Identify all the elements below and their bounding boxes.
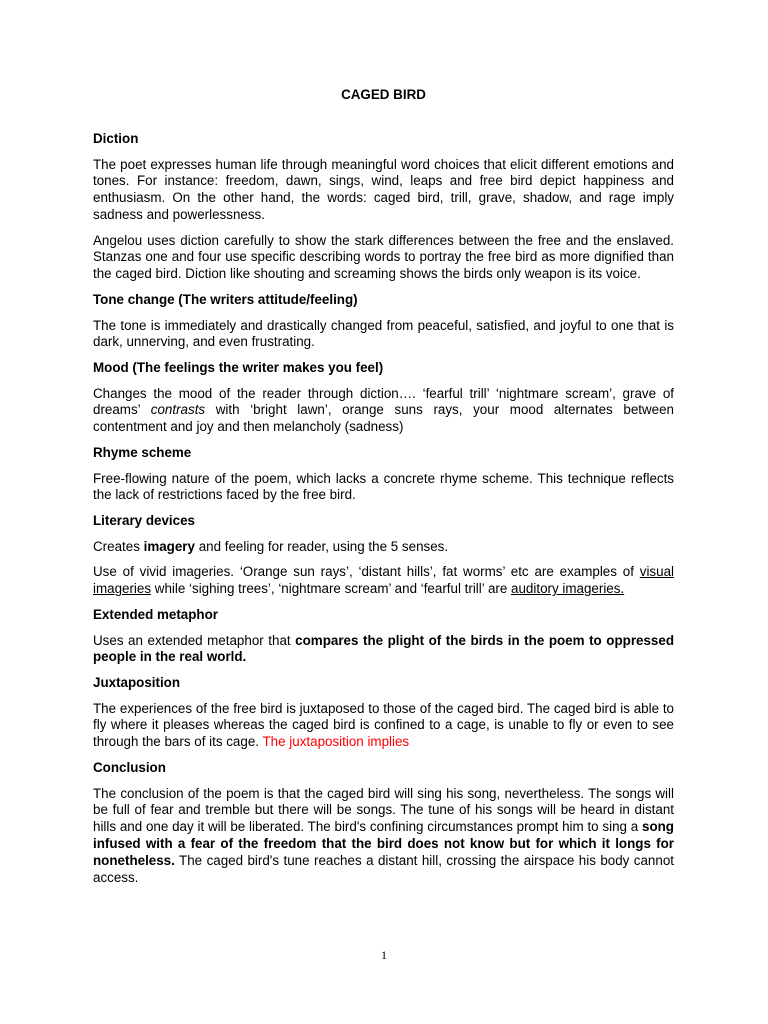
juxtaposition-paragraph xyxy=(93,701,674,751)
literary-paragraph-2 xyxy=(93,564,674,598)
diction-paragraph-1: The poet expresses human life through meaningful word choices that elicit different emotions and tones. For instance: freedom, dawn, sings, wind, leaps and free bird depict happiness and enthusiasm. On the other hand, the words: caged bird, trill, grave, shadow, and rage imply sadness and powerlessness. xyxy=(93,156,674,222)
metaphor-text-a: Uses an extended metaphor that xyxy=(93,632,296,648)
document-title: CAGED BIRD xyxy=(341,87,426,102)
juxtaposition-text-red: The juxtaposition implies xyxy=(262,734,410,750)
literary2-text-c: while ‘sighing trees’, ‘nightmare scream’ and ‘fearful trill’ are xyxy=(151,581,512,597)
literary-text-c: and feeling for reader, using the 5 senses. xyxy=(194,538,449,554)
metaphor-paragraph xyxy=(93,633,674,667)
heading-rhyme-scheme: Rhyme scheme xyxy=(93,445,192,461)
literary-text-a: Creates xyxy=(93,538,144,554)
heading-tone-change: Tone change (The writers attitude/feeling) xyxy=(93,292,358,308)
conclusion-text-a: The conclusion of the poem is that the caged bird will sing his song, nevertheless. The songs will be full of fear and tremble but there will be songs. The tune of his songs will be heard in distant hills and one day it will be liberated. The bird's confining circumstances prompt him to sing a xyxy=(93,785,674,835)
literary2-underlined-visual: visual imageries xyxy=(93,564,674,597)
heading-mood: Mood (The feelings the writer makes you feel) xyxy=(93,360,384,376)
juxtaposition-text-a: The experiences of the free bird is juxtaposed to those of the caged bird. The caged bird is able to fly where it pleases whereas the caged bird is confined to a cage, is unable to fly or even to see through the bars of its cage. xyxy=(93,700,674,750)
tone-paragraph: The tone is immediately and drastically changed from peaceful, satisfied, and joyful to one that is dark, unnerving, and even frustrating. xyxy=(93,317,674,350)
mood-text-c: with ‘bright lawn’, orange suns rays, your mood alternates between contentment and joy and then melancholy (sadness) xyxy=(93,402,674,435)
mood-paragraph xyxy=(93,386,674,436)
heading-diction: Diction xyxy=(93,131,139,146)
mood-text-a: Changes the mood of the reader through diction…. ‘fearful trill’ ‘nightmare scream’, grave of dreams’ xyxy=(93,385,674,418)
diction-paragraph-2: Angelou uses diction carefully to show the stark differences between the free and the enslaved. Stanzas one and four use specific describing words to portray the free bird as more dignified than the caged bird. Diction like shouting and screaming shows the birds only weapon is its voice. xyxy=(93,232,674,282)
conclusion-text-bold: song infused with a fear of the freedom that the bird does not know but for which it longs for nonetheless. xyxy=(93,819,674,868)
heading-conclusion: Conclusion xyxy=(93,760,166,776)
literary-paragraph-1 xyxy=(93,539,674,556)
literary-text-bold: imagery xyxy=(143,538,195,554)
heading-juxtaposition: Juxtaposition xyxy=(93,675,181,691)
page-number: 1 xyxy=(381,948,387,962)
mood-text-italic: contrasts xyxy=(150,402,206,418)
heading-literary-devices: Literary devices xyxy=(93,513,195,529)
conclusion-paragraph xyxy=(93,786,674,887)
conclusion-text-c: The caged bird's tune reaches a distant hill, crossing the airspace his body cannot access. xyxy=(93,852,674,885)
literary2-text-a: Use of vivid imageries. ‘Orange sun rays’, ‘distant hills’, fat worms’ etc are examples of xyxy=(93,564,640,580)
literary2-underlined-auditory: auditory imageries. xyxy=(511,581,625,597)
rhyme-paragraph: Free-flowing nature of the poem, which lacks a concrete rhyme scheme. This technique reflects the lack of restrictions faced by the free bird. xyxy=(93,470,674,503)
heading-extended-metaphor: Extended metaphor xyxy=(93,607,219,623)
metaphor-text-bold: compares the plight of the birds in the poem to oppressed people in the real world. xyxy=(93,632,674,665)
